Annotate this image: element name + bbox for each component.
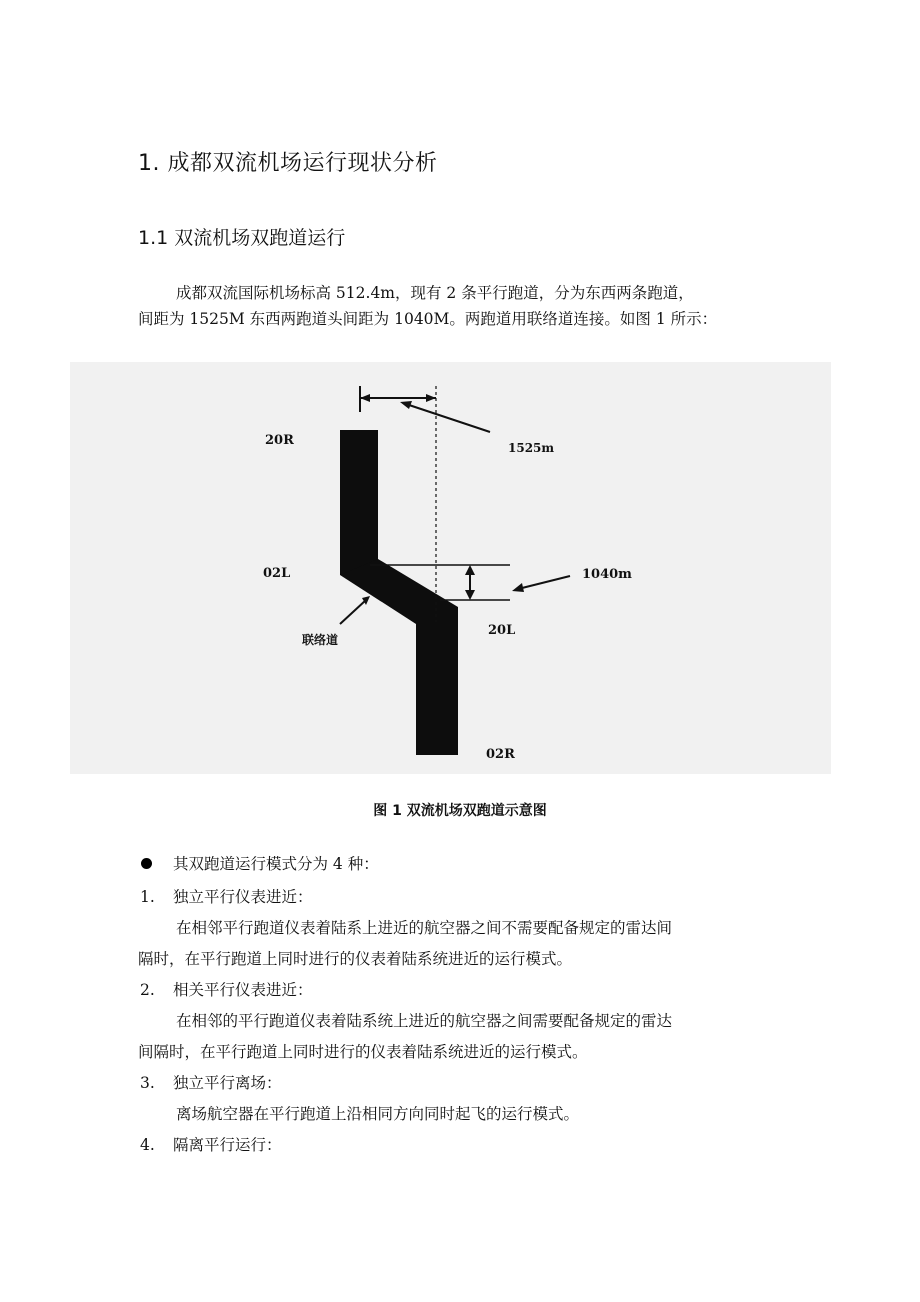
label-1040m: 1040m	[582, 567, 632, 582]
mode-number: 2.	[140, 981, 155, 999]
label-taxiway: 联络道	[302, 633, 339, 647]
intro-paragraph-line-1: 成都双流国际机场标高 512.4m，现有 2 条平行跑道，分为东西两条跑道，	[176, 284, 694, 302]
mode-number: 4.	[140, 1136, 155, 1154]
runway-west	[340, 430, 378, 575]
subsection-heading: 1.1 双流机场双跑道运行	[138, 227, 346, 249]
bullet-icon	[141, 858, 152, 869]
mode-title: 相关平行仪表进近：	[173, 981, 313, 999]
label-20R: 20R	[265, 433, 294, 448]
mode-title: 隔离平行运行：	[173, 1136, 282, 1154]
mode-description: 间隔时，在平行跑道上同时进行的仪表着陆系统进近的运行模式。	[138, 1043, 588, 1061]
mode-number: 3.	[140, 1074, 155, 1092]
intro-paragraph-line-2: 间距为 1525M 东西两跑道头间距为 1040M。两跑道用联络道连接。如图 1 所示：	[138, 310, 718, 328]
mode-number: 1.	[140, 888, 155, 906]
mode-title: 独立平行离场：	[173, 1074, 282, 1092]
mode-title: 独立平行仪表进近：	[173, 888, 313, 906]
figure-caption: 图 1 双流机场双跑道示意图	[373, 803, 547, 819]
mode-description: 离场航空器在平行跑道上沿相同方向同时起飞的运行模式。	[176, 1105, 580, 1123]
label-02R: 02R	[486, 747, 515, 762]
mode-description: 在相邻的平行跑道仪表着陆系统上进近的航空器之间需要配备规定的雷达	[176, 1012, 673, 1030]
label-20L: 20L	[488, 623, 516, 638]
runway-diagram	[70, 362, 831, 774]
modes-intro: 其双跑道运行模式分为 4 种：	[173, 855, 379, 873]
label-1525m: 1525m	[508, 441, 555, 455]
mode-description: 在相邻平行跑道仪表着陆系上进近的航空器之间不需要配备规定的雷达间	[176, 919, 673, 937]
runway-east	[416, 607, 458, 755]
section-heading: 1. 成都双流机场运行现状分析	[138, 151, 438, 176]
label-02L: 02L	[263, 566, 291, 581]
mode-description: 隔时，在平行跑道上同时进行的仪表着陆系统进近的运行模式。	[138, 950, 573, 968]
